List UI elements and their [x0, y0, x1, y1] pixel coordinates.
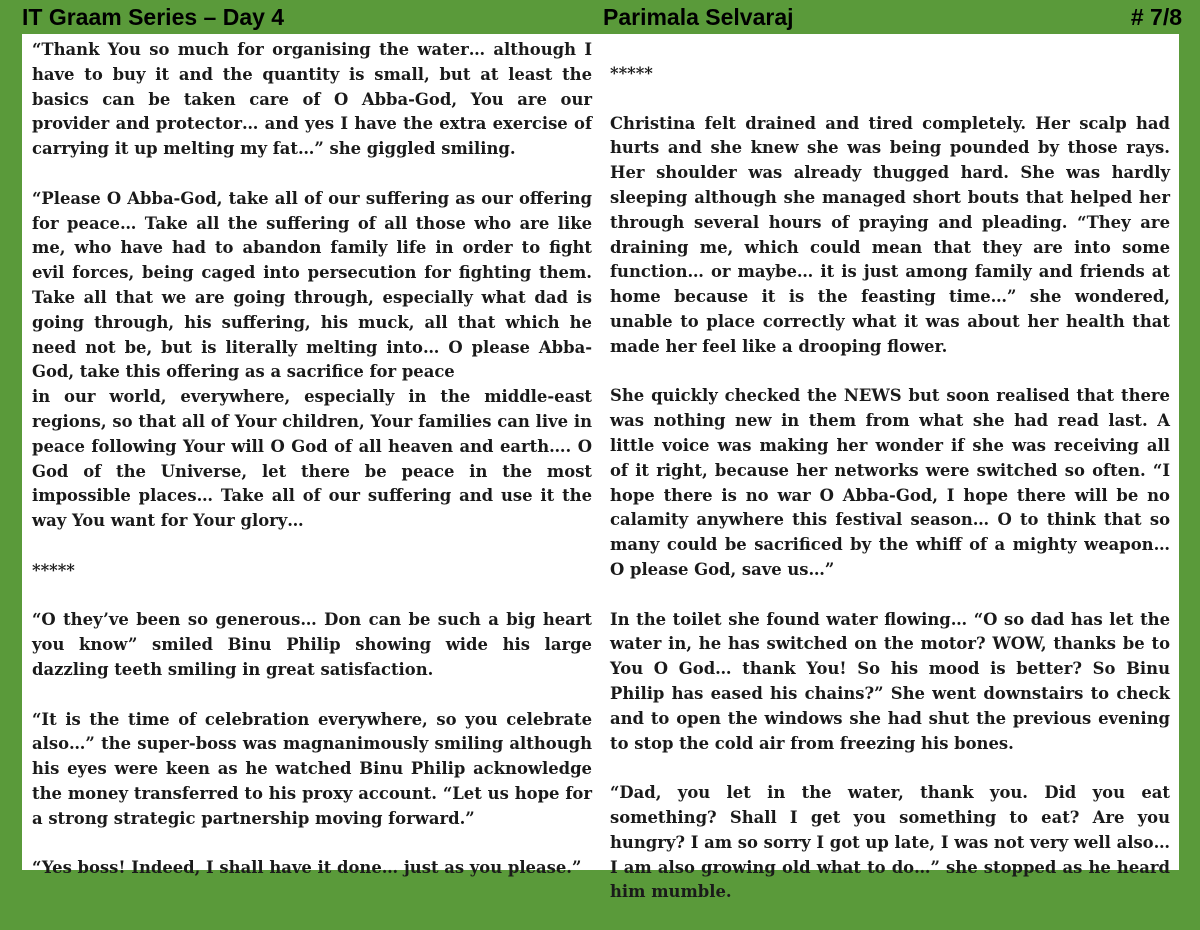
left-column	[32, 38, 592, 906]
page-number: # 7/8	[1130, 4, 1182, 30]
paragraph: “Thank You so much for organising the water… although I have to buy it and the quantity is small, but at least the basics can be taken care of O Abba-God, You are our provider and protector… and yes I have the extra exercise of carrying it up melting my fat…” she giggled smiling.	[32, 40, 592, 159]
author-name: Parimala Selvaraj	[603, 4, 794, 30]
page-body	[22, 34, 1179, 902]
paragraph: “Yes boss! Indeed, I shall have it done… just as you please.”	[32, 858, 582, 878]
paragraph: “Please O Abba-God, take all of our suffering as our offering for peace… Take all the suffering of all those who are like me, who have had to abandon family life in order to fight evil forces, being caged into persecution for fighting them. Take all that we are going through, especially what dad is going through, his suffering, his muck, all that which he need not be, but is literally melting into… O please Abba-God, take this offering as a sacrifice for peace	[32, 188, 592, 382]
section-separator: *****	[610, 64, 653, 83]
paragraph: “Dad, you let in the water, thank you. Did you eat something? Shall I get you something to eat? Are you hungry? I am so sorry I got up late, I was not very well also… I am also growing old what to do…” she stopped as he heard him mumble.	[610, 783, 1170, 902]
paragraph: Christina felt drained and tired completely. Her scalp had hurts and she knew she was being pounded by those rays. Her shoulder was already thugged hard. She was hardly sleeping although she managed short bouts that helped her through several hours of praying and pleading. “They are draining me, which could mean that they are into some function… or maybe… it is just among family and friends at home because it is the feasting time…” she wondered, unable to place correctly what it was about her health that made her feel like a drooping flower.	[610, 113, 1170, 356]
right-column	[610, 38, 1170, 930]
series-title: IT Graam Series – Day 4	[22, 4, 285, 30]
paragraph: She quickly checked the NEWS but soon realised that there was nothing new in them from what she had read last. A little voice was making her wonder if she was receiving all of it right, because her networks were switched so often. “I hope there is no war O Abba-God, I hope there will be no calamity anywhere this festival season… O to think that so many could be sacrificed by the whiff of a mighty weapon… O please God, save us…”	[610, 386, 1170, 579]
section-separator: *****	[32, 560, 75, 580]
paragraph: In the toilet she found water flowing… “O so dad has let the water in, he has switched on the motor? WOW, thanks be to You O God… thank You! So his mood is better? So Binu Philip has eased his chains?” She went downstairs to check and to open the windows she had shut the previous evening to stop the cold air from freezing his bones.	[610, 609, 1170, 753]
paragraph: in our world, everywhere, especially in the middle-east regions, so that all of Your children, Your families can live in peace following Your will O God of all heaven and earth…. O God of the Universe, let there be peace in the most impossible places… Take all of our suffering and use it the way You want for Your glory…	[32, 387, 592, 531]
page-header	[0, 0, 1200, 34]
paragraph: “O they’ve been so generous… Don can be such a big heart you know” smiled Binu Philip showing wide his large dazzling teeth smiling in great satisfaction.	[32, 610, 592, 679]
paragraph: “It is the time of celebration everywhere, so you celebrate also…” the super-boss was magnanimously smiling although his eyes were keen as he watched Binu Philip acknowledge the money transferred to his proxy account. “Let us hope for a strong strategic partnership moving forward.”	[32, 709, 592, 828]
